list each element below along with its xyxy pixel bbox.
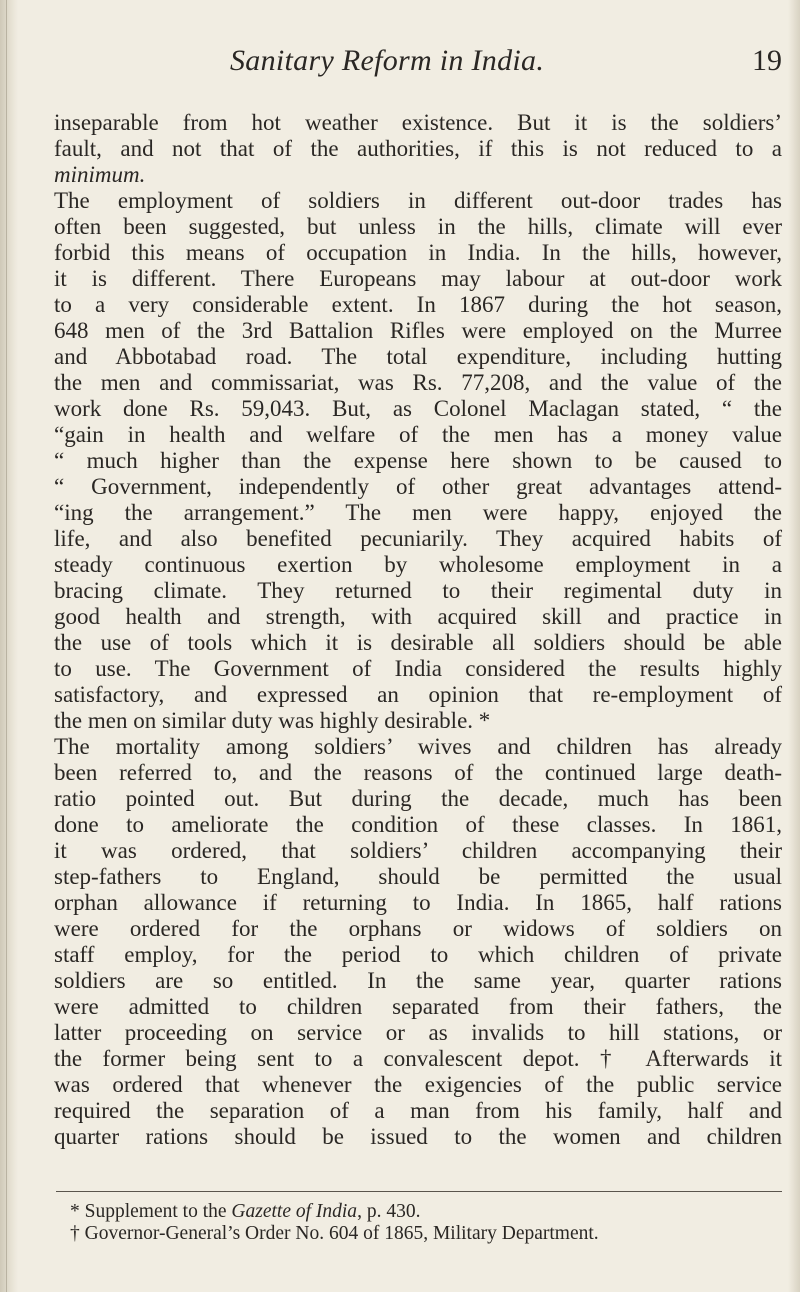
footnote-1 [70, 1201, 782, 1223]
text-line: minimum. [54, 162, 146, 187]
text-line: and Abbotabad road. The total expenditure, including hutting [54, 344, 782, 369]
text-line: quarter rations should be issued to the women and children [54, 1124, 782, 1149]
footnote-1-italic: Gazette of India [231, 1201, 358, 1222]
footnote-2: † Governor-General’s Order No. 604 of 1865, Military Department. [70, 1223, 599, 1244]
page-binding-edge [6, 0, 7, 1292]
text-line: “ing the arrangement.” The men were happy, enjoyed the [54, 500, 782, 525]
page-right-edge [788, 0, 800, 1292]
text-line: work done Rs. 59,043. But, as Colonel Maclagan stated, “ the [54, 396, 782, 421]
text-line: The employment of soldiers in different out-door trades has [54, 188, 782, 213]
text-line: forbid this means of occupation in India. In the hills, however, [54, 240, 782, 265]
text-line: “ much higher than the expense here shown to be caused to [54, 448, 782, 473]
text-line: “gain in health and welfare of the men has a money value [54, 422, 782, 447]
text-line: steady continuous exertion by wholesome employment in a [54, 552, 782, 577]
text-line: required the separation of a man from his family, half and [54, 1098, 782, 1123]
text-line: to use. The Government of India considered the results highly [54, 656, 782, 681]
text-line: the use of tools which it is desirable all soldiers should be able [54, 630, 782, 655]
text-line: good health and strength, with acquired skill and practice in [54, 604, 782, 629]
text-line: the men on similar duty was highly desirable. * [54, 708, 491, 733]
text-line: life, and also benefited pecuniarily. They acquired habits of [54, 526, 782, 551]
text-line: was ordered that whenever the exigencies of the public service [54, 1072, 782, 1097]
text-line: it is different. There Europeans may labour at out-door work [54, 266, 782, 291]
text-line: the men and commissariat, was Rs. 77,208, and the value of the [54, 370, 782, 395]
text-line: step-fathers to England, should be permitted the usual [54, 864, 782, 889]
body-text [54, 110, 782, 1150]
text-line: the former being sent to a convalescent depot. † Afterwards it [54, 1046, 782, 1071]
text-line: inseparable from hot weather existence. But it is the soldiers’ [54, 110, 782, 135]
text-line: orphan allowance if returning to India. In 1865, half rations [54, 890, 782, 915]
text-line: been referred to, and the reasons of the continued large death- [54, 760, 782, 785]
footnote-divider [56, 1191, 782, 1192]
text-line: latter proceeding on service or as invalids to hill stations, or [54, 1020, 782, 1045]
footnotes [70, 1201, 782, 1245]
text-line: staff employ, for the period to which children of private [54, 942, 782, 967]
text-line: ratio pointed out. But during the decade, much has been [54, 786, 782, 811]
text-line: were admitted to children separated from their fathers, the [54, 994, 782, 1019]
page-number: 19 [752, 44, 782, 77]
text-line: it was ordered, that soldiers’ children accompanying their [54, 838, 782, 863]
text-line: to a very considerable extent. In 1867 during the hot season, [54, 292, 782, 317]
text-line: often been suggested, but unless in the hills, climate will ever [54, 214, 782, 239]
text-line: done to ameliorate the condition of these classes. In 1861, [54, 812, 782, 837]
text-line: “ Government, independently of other great advantages attend- [54, 474, 782, 499]
text-line: satisfactory, and expressed an opinion that re-employment of [54, 682, 782, 707]
running-head [0, 44, 800, 84]
text-line: 648 men of the 3rd Battalion Rifles were employed on the Murree [54, 318, 782, 343]
footnote-1-prefix: * Supplement to the [70, 1201, 232, 1222]
text-line: fault, and not that of the authorities, if this is not reduced to a [54, 136, 782, 161]
text-line: The mortality among soldiers’ wives and children has already [54, 734, 782, 759]
text-line: bracing climate. They returned to their regimental duty in [54, 578, 782, 603]
footnote-1-suffix: , p. 430. [357, 1201, 421, 1222]
text-line: were ordered for the orphans or widows of soldiers on [54, 916, 782, 941]
page-binding-shadow [0, 0, 18, 1292]
running-title: Sanitary Reform in India. [230, 44, 545, 77]
text-line: soldiers are so entitled. In the same year, quarter rations [54, 968, 782, 993]
